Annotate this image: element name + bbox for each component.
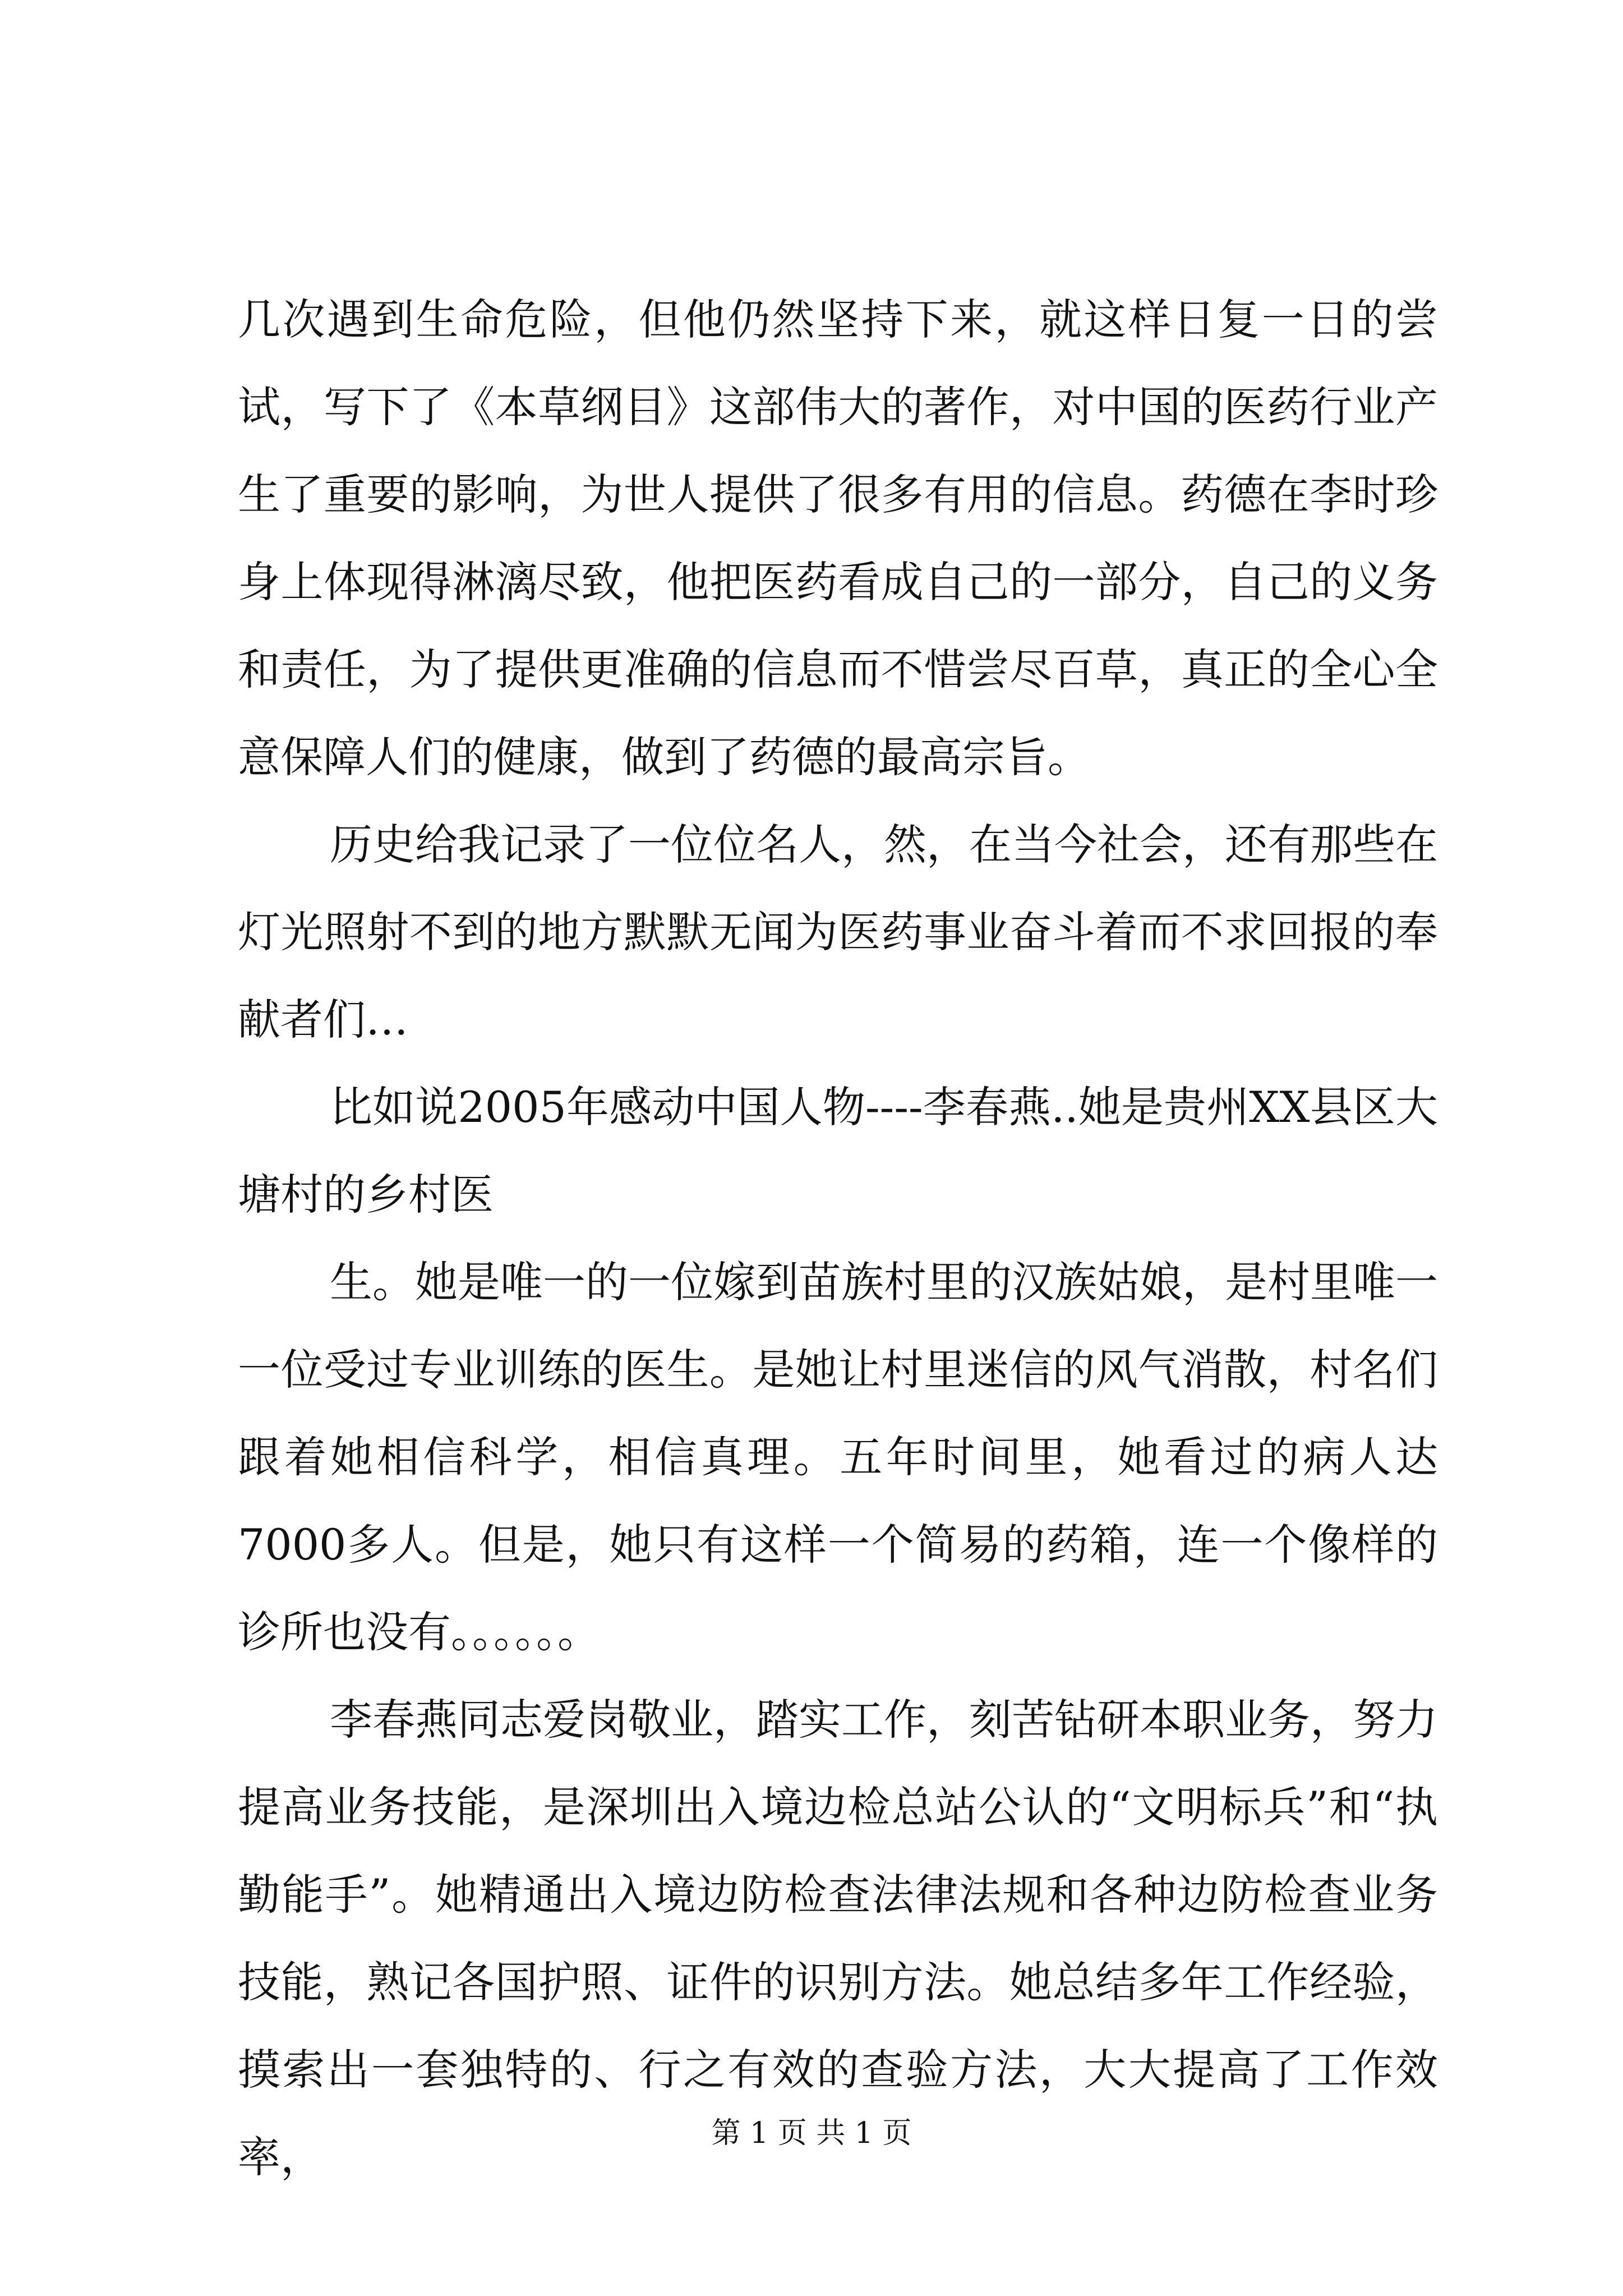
- paragraph-3: 比如说2005年感动中国人物----李春燕..她是贵州XX县区大塘村的乡村医: [238, 1082, 1438, 1220]
- paragraph-2: 历史给我记录了一位位名人，然，在当今社会，还有那些在灯光照射不到的地方默默无闻为医药事业奋斗着而不求回报的奉献者们…: [238, 820, 1438, 1045]
- document-body: [238, 276, 1438, 2201]
- page-footer: 第 1 页 共 1 页: [711, 2116, 912, 2150]
- paragraph-4: 生。她是唯一的一位嫁到苗族村里的汉族姑娘，是村里唯一一位受过专业训练的医生。是她让村里迷信的风气消散，村名们跟着她相信科学，相信真理。五年时间里，她看过的病人达7000多人。但是，她只有这样一个简易的药箱，连一个像样的诊所也没有。。。。。。: [238, 1257, 1438, 1657]
- paragraph-1: 几次遇到生命危险，但他仍然坚持下来，就这样日复一日的尝试，写下了《本草纲目》这部伟大的著作，对中国的医药行业产生了重要的影响，为世人提供了很多有用的信息。药德在李时珍身上体现得淋漓尽致，他把医药看成自己的一部分，自己的义务和责任，为了提供更准确的信息而不惜尝尽百草，真正的全心全意保障人们的健康，做到了药德的最高宗旨。: [238, 295, 1438, 782]
- paragraph-5: 李春燕同志爱岗敬业，踏实工作，刻苦钻研本职业务，努力提高业务技能，是深圳出入境边检总站公认的“文明标兵”和“执勤能手”。她精通出入境边防检查法律法规和各种边防检查业务技能，熟记各国护照、证件的识别方法。她总结多年工作经验，摸索出一套独特的、行之有效的查验方法，大大提高了工作效率，: [238, 1695, 1438, 2182]
